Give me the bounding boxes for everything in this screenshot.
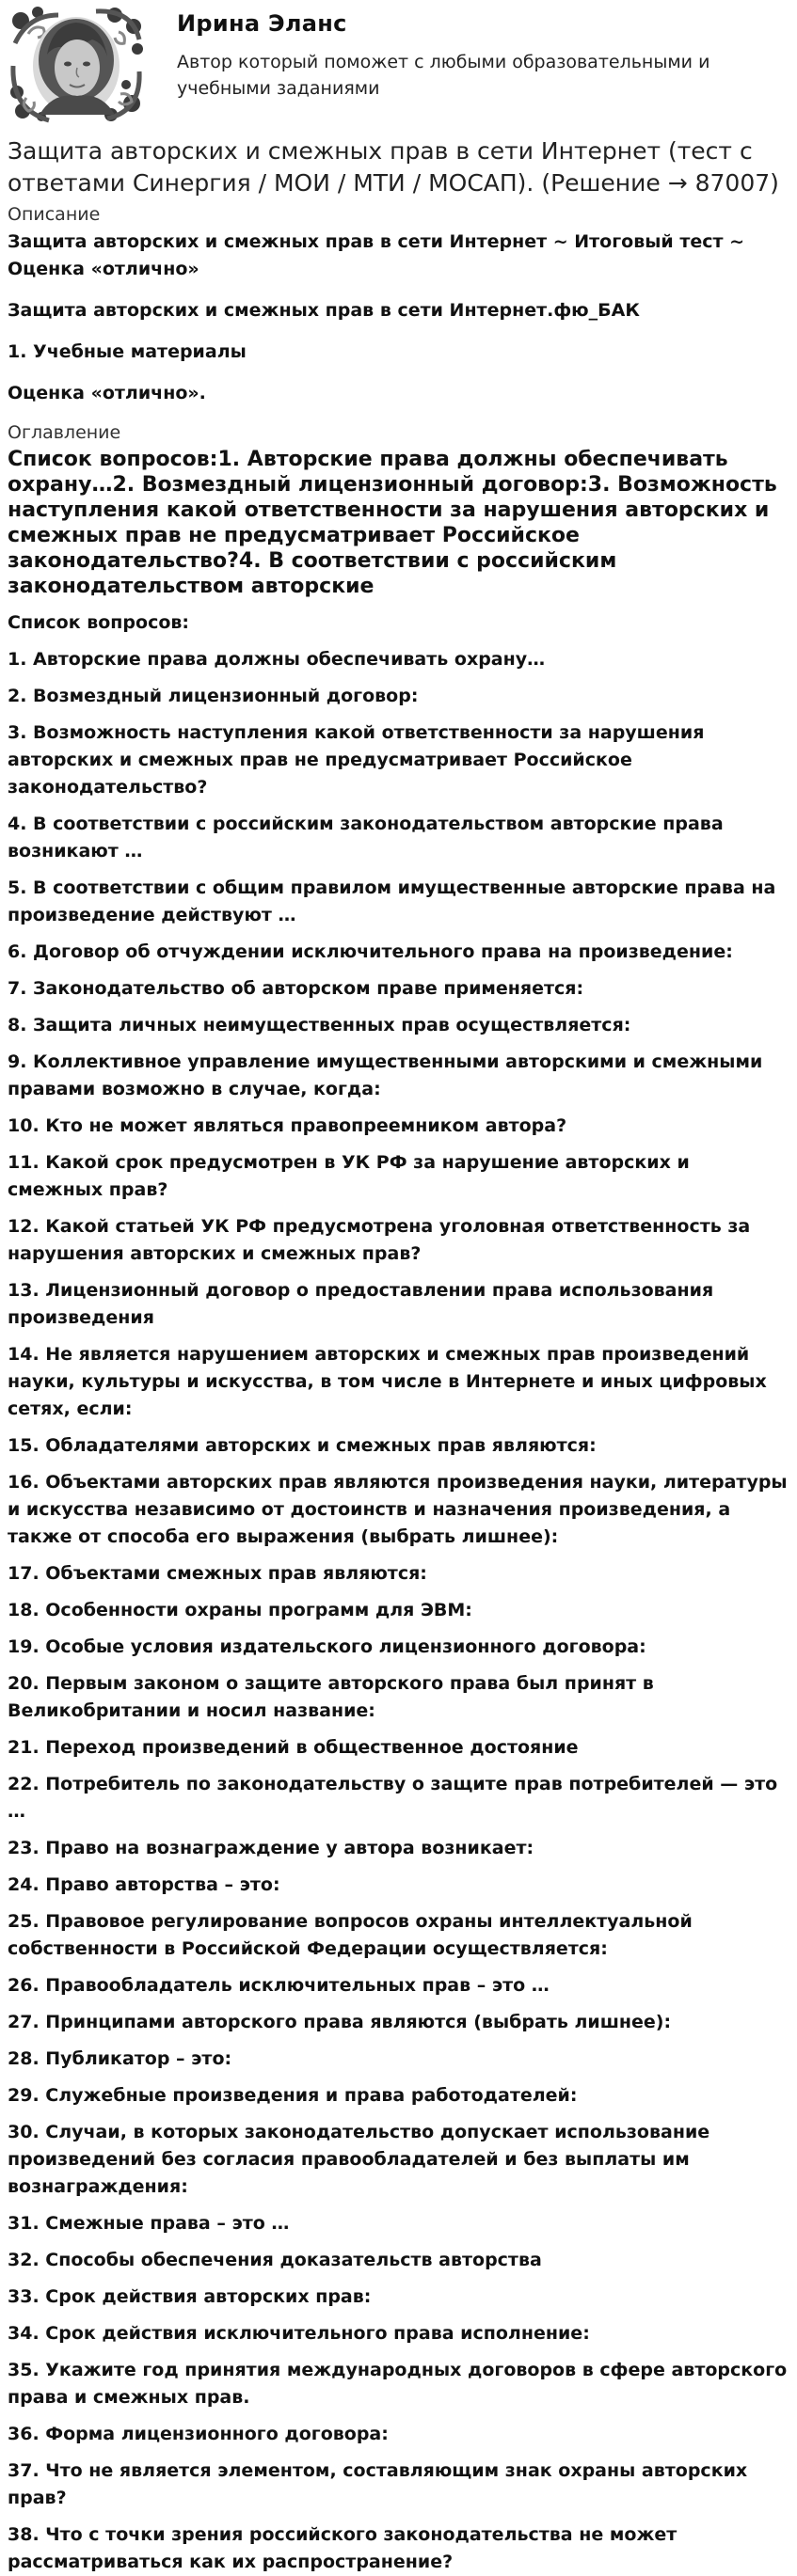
question-item: 10. Кто не может являться правопреемником автора?	[8, 1115, 567, 1136]
question-item: 32. Способы обеспечения доказательств авторства	[8, 2250, 542, 2270]
toc-label: Оглавление	[8, 422, 121, 443]
page-title: Защита авторских и смежных прав в сети Интернет (тест с ответами Синергия / МОИ / МТИ / МОСАП). (Решение → 87007)	[8, 137, 779, 197]
question-item: 3. Возможность наступления какой ответственности за нарушения авторских и смежных прав не предусматривает Российское законодательство?	[8, 722, 705, 798]
question-item: 31. Смежные права – это …	[8, 2213, 290, 2234]
question-item: 26. Правообладатель исключительных прав – это …	[8, 1975, 550, 1996]
question-item: 6. Договор об отчуждении исключительного права на произведение:	[8, 941, 733, 962]
question-item: 18. Особенности охраны программ для ЭВМ:	[8, 1600, 472, 1620]
question-item: 30. Случаи, в которых законодательство допускает использование произведений без согласия правообладателей и без выплаты им вознаграждения:	[8, 2122, 710, 2197]
question-item: 2. Возмездный лицензионный договор:	[8, 686, 419, 706]
question-item: 34. Срок действия исключительного права исполнение:	[8, 2323, 590, 2344]
description-line: Оценка «отлично».	[8, 383, 206, 403]
question-item: 12. Какой статьей УК РФ предусмотрена уголовная ответственность за нарушения авторских и смежных прав?	[8, 1216, 751, 1264]
question-item: 5. В соответствии с общим правилом имущественные авторские права на произведение действуют …	[8, 877, 776, 925]
question-item: 28. Публикатор – это:	[8, 2048, 232, 2069]
question-item: 29. Служебные произведения и права работодателей:	[8, 2085, 578, 2106]
author-header	[8, 0, 788, 128]
question-item: 38. Что с точки зрения российского законодательства не может рассматриваться как их распространение?	[8, 2524, 677, 2572]
avatar[interactable]	[9, 6, 143, 122]
question-item: 22. Потребитель по законодательству о защите прав потребителей — это …	[8, 1774, 778, 1822]
question-list	[8, 646, 788, 2576]
question-item: 16. Объектами авторских прав являются произведения науки, литературы и искусства независимо от достоинств и назначения произведения, а также от способа его выражения (выбрать лишнее):	[8, 1472, 788, 1547]
question-item: 36. Форма лицензионного договора:	[8, 2424, 389, 2444]
question-item: 24. Право авторства – это:	[8, 1874, 280, 1895]
question-item: 20. Первым законом о защите авторского права был принят в Великобритании и носил название:	[8, 1673, 654, 1721]
question-item: 27. Принципами авторского права являются (выбрать лишнее):	[8, 2012, 672, 2032]
question-item: 15. Обладателями авторских и смежных прав являются:	[8, 1435, 597, 1456]
author-name[interactable]: Ирина Эланс	[177, 10, 347, 37]
question-item: 21. Переход произведений в общественное достояние	[8, 1737, 579, 1758]
description-line: Защита авторских и смежных прав в сети Интернет.фю_БАК	[8, 300, 640, 321]
question-item: 14. Не является нарушением авторских и смежных прав произведений науки, культуры и искусства, в том числе в Интернете и иных цифровых сетях, если:	[8, 1344, 767, 1419]
toc-summary: Список вопросов:1. Авторские права должны обеспечивать охрану…2. Возмездный лицензионный договор:3. Возможность наступления какой ответственности за нарушения авторских и смежных прав не предусматривает Российское законодательство?4. В соответствии с российским законодательством авторские	[8, 448, 777, 598]
question-item: 9. Коллективное управление имущественными авторскими и смежными правами возможно в случае, когда:	[8, 1051, 763, 1099]
question-item: 37. Что не является элементом, составляющим знак охраны авторских прав?	[8, 2460, 748, 2508]
question-item: 13. Лицензионный договор о предоставлении права использования произведения	[8, 1280, 714, 1328]
avatar-image	[9, 6, 143, 122]
description-line: Защита авторских и смежных прав в сети Интернет ~ Итоговый тест ~ Оценка «отлично»	[8, 231, 745, 279]
question-item: 23. Право на вознаграждение у автора возникает:	[8, 1838, 534, 1858]
description-line: 1. Учебные материалы	[8, 341, 247, 362]
author-description: Автор который поможет с любыми образовательными и учебными заданиями	[177, 52, 710, 99]
question-item: 35. Укажите год принятия международных договоров в сфере авторского права и смежных прав.	[8, 2360, 788, 2408]
question-item: 33. Срок действия авторских прав:	[8, 2286, 372, 2307]
description-label: Описание	[8, 204, 101, 225]
question-item: 8. Защита личных неимущественных прав осуществляется:	[8, 1015, 631, 1035]
question-item: 17. Объектами смежных прав являются:	[8, 1563, 427, 1584]
question-item: 11. Какой срок предусмотрен в УК РФ за нарушение авторских и смежных прав?	[8, 1152, 690, 1200]
question-item: 19. Особые условия издательского лицензионного договора:	[8, 1636, 646, 1657]
question-item: 4. В соответствии с российским законодательством авторские права возникают …	[8, 814, 724, 861]
question-item: 1. Авторские права должны обеспечивать охрану…	[8, 649, 546, 670]
question-item: 7. Законодательство об авторском праве применяется:	[8, 978, 584, 999]
question-item: 25. Правовое регулирование вопросов охраны интеллектуальной собственности в Российской Федерации осуществляется:	[8, 1911, 693, 1959]
questions-title: Список вопросов:	[8, 612, 190, 633]
